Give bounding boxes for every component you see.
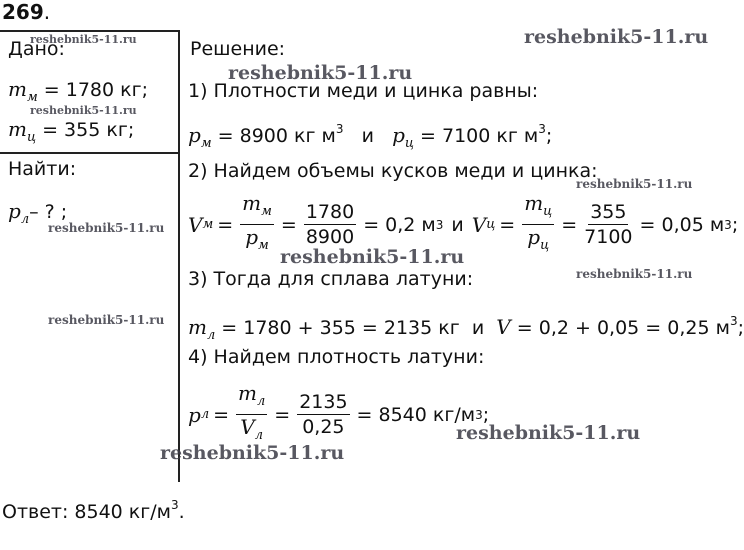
solution-step-1: 1) Плотности меди и цинка равны:: [188, 80, 539, 102]
density-line: p л = $\frac{m_л}{V_л}$ = $\frac{2135}{0,25}$ = 8540 кг/м 3 ;: [188, 382, 489, 447]
solution-step-3: 3) Тогда для сплава латуни:: [188, 268, 474, 290]
fraction-alloy-mass-over-volume: $\frac{m_л}{V_л}$: [238, 381, 266, 443]
watermark: reshebnik5-11.ru: [524, 26, 709, 48]
watermark: reshebnik5-11.ru: [48, 221, 165, 235]
watermark: reshebnik5-11.ru: [576, 177, 693, 191]
solution-heading: Решение:: [190, 38, 286, 60]
divider-top: [0, 30, 180, 32]
watermark: reshebnik5-11.ru: [576, 267, 693, 281]
given-copper-mass: $m_м = 1780$ кг;: [8, 77, 149, 105]
volumes-line: V м = $\frac{m_м}{p_м}$ = $\frac{1780}{8900}$ = 0,2 м 3 и V ц = $\frac{m_ц}{p_ц}$ = $\frac{355}{7100}$ = 0,05 м 3 ;: [188, 192, 738, 257]
fraction-copper-values: $\frac{1780}{8900}$: [305, 201, 355, 248]
fraction-mass-over-density-zinc: $\frac{m_ц}{p_ц}$: [524, 191, 553, 253]
find-unknown: $p_л-$ ? ;: [8, 199, 68, 227]
fraction-zinc-values: $\frac{355}{7100}$: [584, 201, 633, 248]
fraction-mass-over-density-copper: $\frac{m_м}{p_м}$: [242, 191, 272, 253]
fraction-alloy-values: $\frac{2135}{0,25}$: [299, 391, 348, 438]
divider-given-find: [0, 152, 180, 154]
watermark: reshebnik5-11.ru: [30, 104, 137, 117]
alloy-line: $m_л = 1780 + 355 = 2135$ кг и V = 0,2 + 0,05 = 0,25 $м^3$;: [188, 314, 744, 343]
solution-step-4: 4) Найдем плотность латуни:: [188, 346, 485, 368]
solution-step-2: 2) Найдем объемы кусков меди и цинка:: [188, 160, 598, 182]
watermark: reshebnik5-11.ru: [160, 442, 345, 464]
find-heading: Найти:: [8, 158, 77, 180]
watermark: reshebnik5-11.ru: [228, 62, 413, 84]
given-zinc-mass: $m_ц = 355$ кг;: [8, 117, 135, 145]
given-heading: Дано:: [8, 38, 65, 60]
problem-number: 269.: [2, 0, 51, 24]
answer: Ответ: 8540 $кг/м^3$.: [2, 498, 185, 523]
watermark: reshebnik5-11.ru: [456, 422, 641, 444]
watermark: reshebnik5-11.ru: [280, 246, 465, 268]
watermark: reshebnik5-11.ru: [30, 33, 137, 46]
densities-line: $p_м = 8900$ кг $м^3$ и $p_ц = 7100$ кг $м^3$;: [188, 122, 553, 151]
watermark: reshebnik5-11.ru: [48, 313, 165, 327]
divider-vertical: [178, 30, 180, 482]
